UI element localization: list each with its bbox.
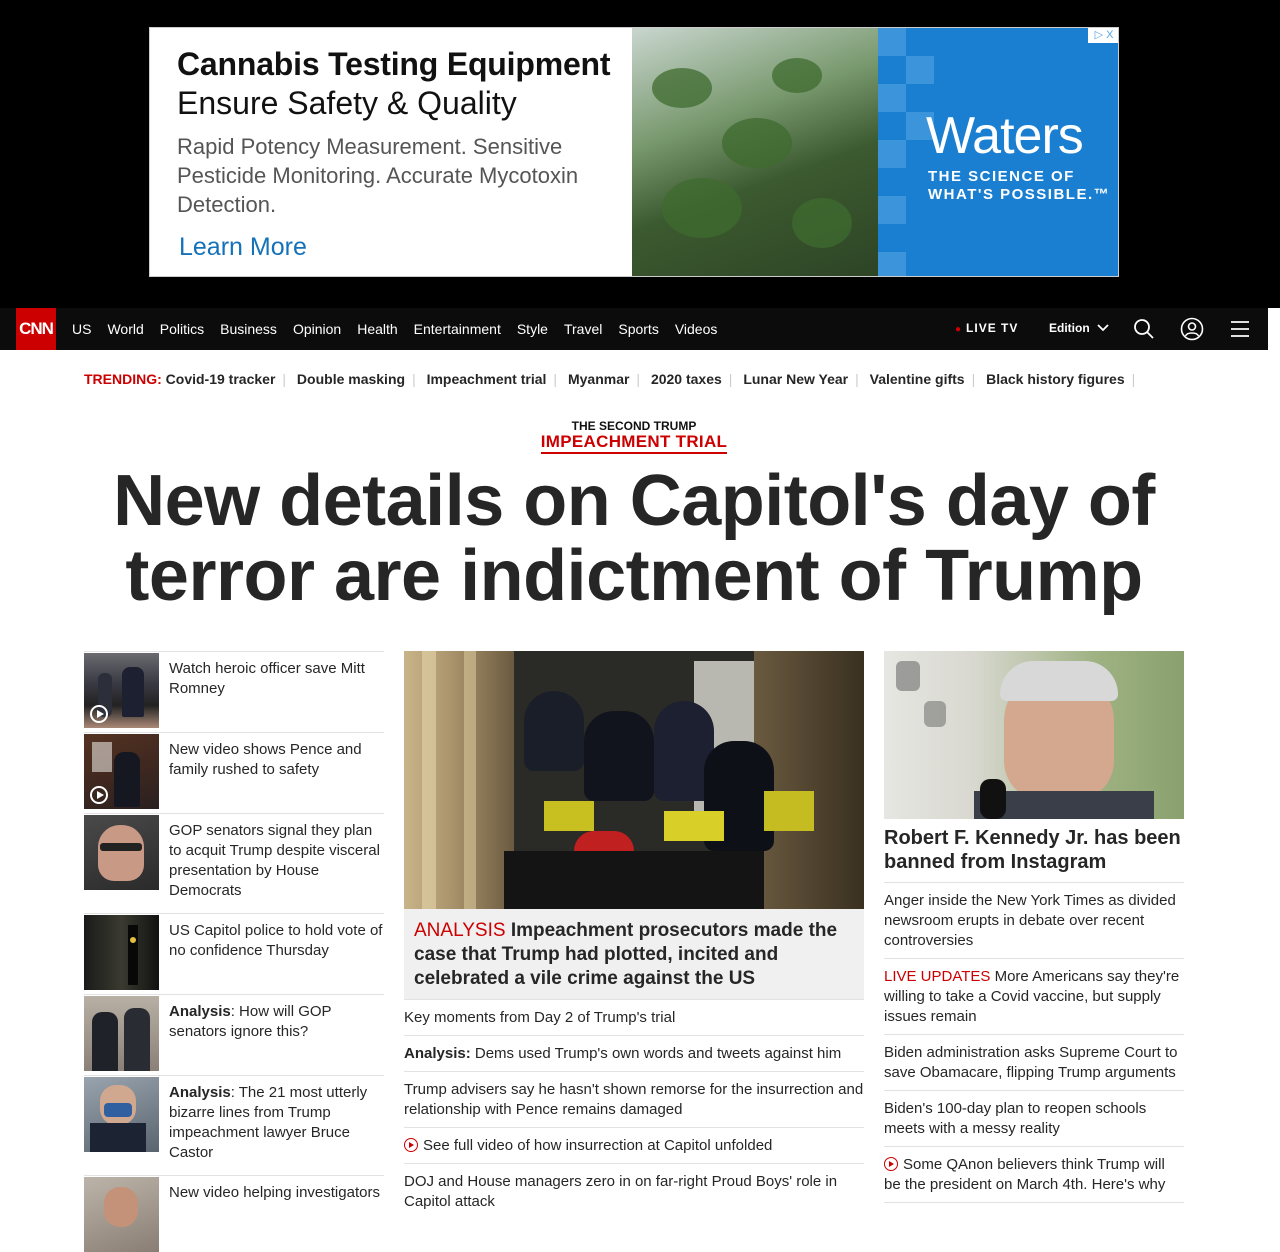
adchoices-icon[interactable]: ▷ X [1088,28,1119,43]
ad-band [0,0,1280,308]
hero-image[interactable] [884,651,1184,819]
right-story-column [884,651,1184,1203]
trending-item[interactable]: Covid-19 tracker [165,371,276,387]
list-item[interactable]: Key moments from Day 2 of Trump's trial [404,999,864,1035]
story-headline[interactable] [169,996,384,1042]
nav-link-sports[interactable]: Sports [618,321,659,337]
list-item[interactable] [84,813,384,913]
divider: | [728,371,733,387]
nav-link-politics[interactable]: Politics [159,321,205,337]
live-tv-label: LIVE TV [966,321,1019,335]
menu-icon[interactable] [1228,317,1252,341]
trending-item[interactable]: Valentine gifts [869,371,965,387]
list-item[interactable] [884,959,1184,1035]
nav-link-entertainment[interactable]: Entertainment [413,321,501,337]
ad-plants-image [632,28,878,277]
list-item[interactable]: Trump advisers say he hasn't shown remorse for the insurrection and relationship with Pence remains damaged [404,1071,864,1127]
ad-body: Rapid Potency Measurement. Sensitive Pesticide Monitoring. Accurate Mycotoxin Detection. [177,134,579,217]
trending-item[interactable]: Lunar New Year [743,371,849,387]
divider: | [636,371,641,387]
center-story-column [404,651,864,1219]
list-item[interactable]: Biden administration asks Supreme Court to save Obamacare, flipping Trump arguments [884,1035,1184,1091]
story-thumbnail[interactable] [84,653,159,728]
trending-item[interactable]: Impeachment trial [426,371,547,387]
live-dot-icon: ● [955,324,963,335]
nav-link-videos[interactable]: Videos [674,321,718,337]
play-icon [90,786,108,804]
main-nav [0,308,1268,350]
trending-item[interactable]: Black history figures [986,371,1125,387]
story-headline[interactable]: New video shows Pence and family rushed to safety [169,741,362,778]
story-text: More Americans say they're willing to take a Covid vaccine, but supply issues remain [884,968,1180,1025]
cnn-logo[interactable]: CNN [16,308,56,350]
section-kicker-link[interactable] [0,432,1268,452]
nav-link-style[interactable]: Style [516,321,548,337]
story-thumbnail[interactable] [84,915,159,990]
edition-dropdown[interactable] [1049,321,1109,335]
ad-tagline-line1: THE SCIENCE OF [928,168,1075,185]
list-item[interactable] [84,994,384,1075]
nav-link-opinion[interactable]: Opinion [292,321,342,337]
list-item[interactable] [84,913,384,994]
story-thumbnail[interactable] [84,996,159,1071]
list-item[interactable]: Biden's 100-day plan to reopen schools meets with a messy reality [884,1091,1184,1147]
divider: | [553,371,558,387]
story-thumbnail[interactable] [84,1077,159,1152]
story-headline[interactable]: US Capitol police to hold vote of no confidence Thursday [169,922,383,959]
hero-headline[interactable] [404,909,864,999]
list-item[interactable] [84,732,384,813]
hero-headline[interactable]: Robert F. Kennedy Jr. has been banned from Instagram [884,819,1184,883]
story-text: : How will GOP senators ignore this? [169,1003,332,1040]
ad-learn-more-link[interactable]: Learn More [179,233,307,261]
trending-bar [84,371,1142,387]
story-headline[interactable] [169,1077,384,1163]
live-updates-tag: LIVE UPDATES [884,968,991,985]
list-item[interactable]: DOJ and House managers zero in on far-right Proud Boys' role in Capitol attack [404,1163,864,1219]
live-tv-button[interactable] [955,321,1018,335]
search-icon[interactable] [1132,317,1156,341]
main-headline[interactable]: New details on Capitol's day of terror are indictment of Trump [113,461,1155,616]
divider: | [971,371,976,387]
edition-label: Edition [1049,321,1090,335]
section-kicker: THE SECOND TRUMP [571,419,697,433]
story-headline[interactable]: Watch heroic officer save Mitt Romney [169,660,365,697]
story-thumbnail[interactable] [84,1177,159,1252]
analysis-tag: ANALYSIS [414,920,506,941]
ad-tagline-line2: WHAT'S POSSIBLE.™ [928,186,1111,203]
nav-link-us[interactable]: US [72,321,92,337]
ad-brand-tagline [928,168,1110,204]
story-thumbnail[interactable] [84,815,159,890]
hero-title: Impeachment prosecutors made the case that Trump had plotted, incited and celebrated a vile crime against the US [414,920,838,989]
play-icon [90,705,108,723]
list-item[interactable] [404,1127,864,1163]
play-icon [884,1157,898,1171]
list-item[interactable] [84,1175,384,1235]
nav-link-travel[interactable]: Travel [563,321,603,337]
ad-brand-name: Waters [926,107,1083,165]
nav-link-health[interactable]: Health [357,321,398,337]
divider: | [855,371,859,387]
trending-item[interactable]: Myanmar [567,371,630,387]
divider: | [1131,371,1136,387]
ad-subhead: Ensure Safety & Quality [177,85,517,121]
list-item[interactable] [404,1035,864,1071]
story-headline[interactable]: GOP senators signal they plan to acquit Trump despite visceral presentation by House Democrats [169,822,380,899]
analysis-label: Analysis: [404,1045,471,1062]
story-text: Some QAnon believers think Trump will be the president on March 4th. Here's why [884,1156,1166,1193]
list-item[interactable]: Anger inside the New York Times as divided newsroom erupts in debate over recent controversies [884,883,1184,959]
play-icon [404,1138,418,1152]
section-kicker-title: IMPEACHMENT TRIAL [541,432,727,454]
analysis-label: Analysis [169,1084,231,1101]
nav-link-business[interactable]: Business [220,321,277,337]
story-thumbnail[interactable] [84,734,159,809]
divider: | [282,371,287,387]
trending-item[interactable]: 2020 taxes [650,371,722,387]
nav-link-world[interactable]: World [107,321,144,337]
trending-label: TRENDING: [84,371,162,387]
ad-brand-panel [878,28,1119,277]
chevron-down-icon [1097,323,1109,333]
account-icon[interactable] [1180,317,1204,341]
list-item[interactable] [884,1147,1184,1203]
story-text: See full video of how insurrection at Capitol unfolded [423,1137,773,1154]
ad-copy [177,44,637,263]
left-story-list [84,651,384,1235]
story-text: : The 21 most utterly bizarre lines from Trump impeachment lawyer Bruce Castor [169,1084,368,1161]
nav-links [72,308,733,350]
divider: | [412,371,416,387]
hero-image[interactable] [404,651,864,909]
story-text: Dems used Trump's own words and tweets against him [470,1045,842,1062]
list-item[interactable] [84,651,384,732]
list-item[interactable] [84,1075,384,1175]
ad-headline: Cannabis Testing Equipment [177,46,611,82]
analysis-label: Analysis [169,1003,231,1020]
trending-item[interactable]: Double masking [296,371,406,387]
story-headline[interactable]: New video helping investigators [169,1184,380,1201]
advertisement[interactable] [149,27,1119,277]
